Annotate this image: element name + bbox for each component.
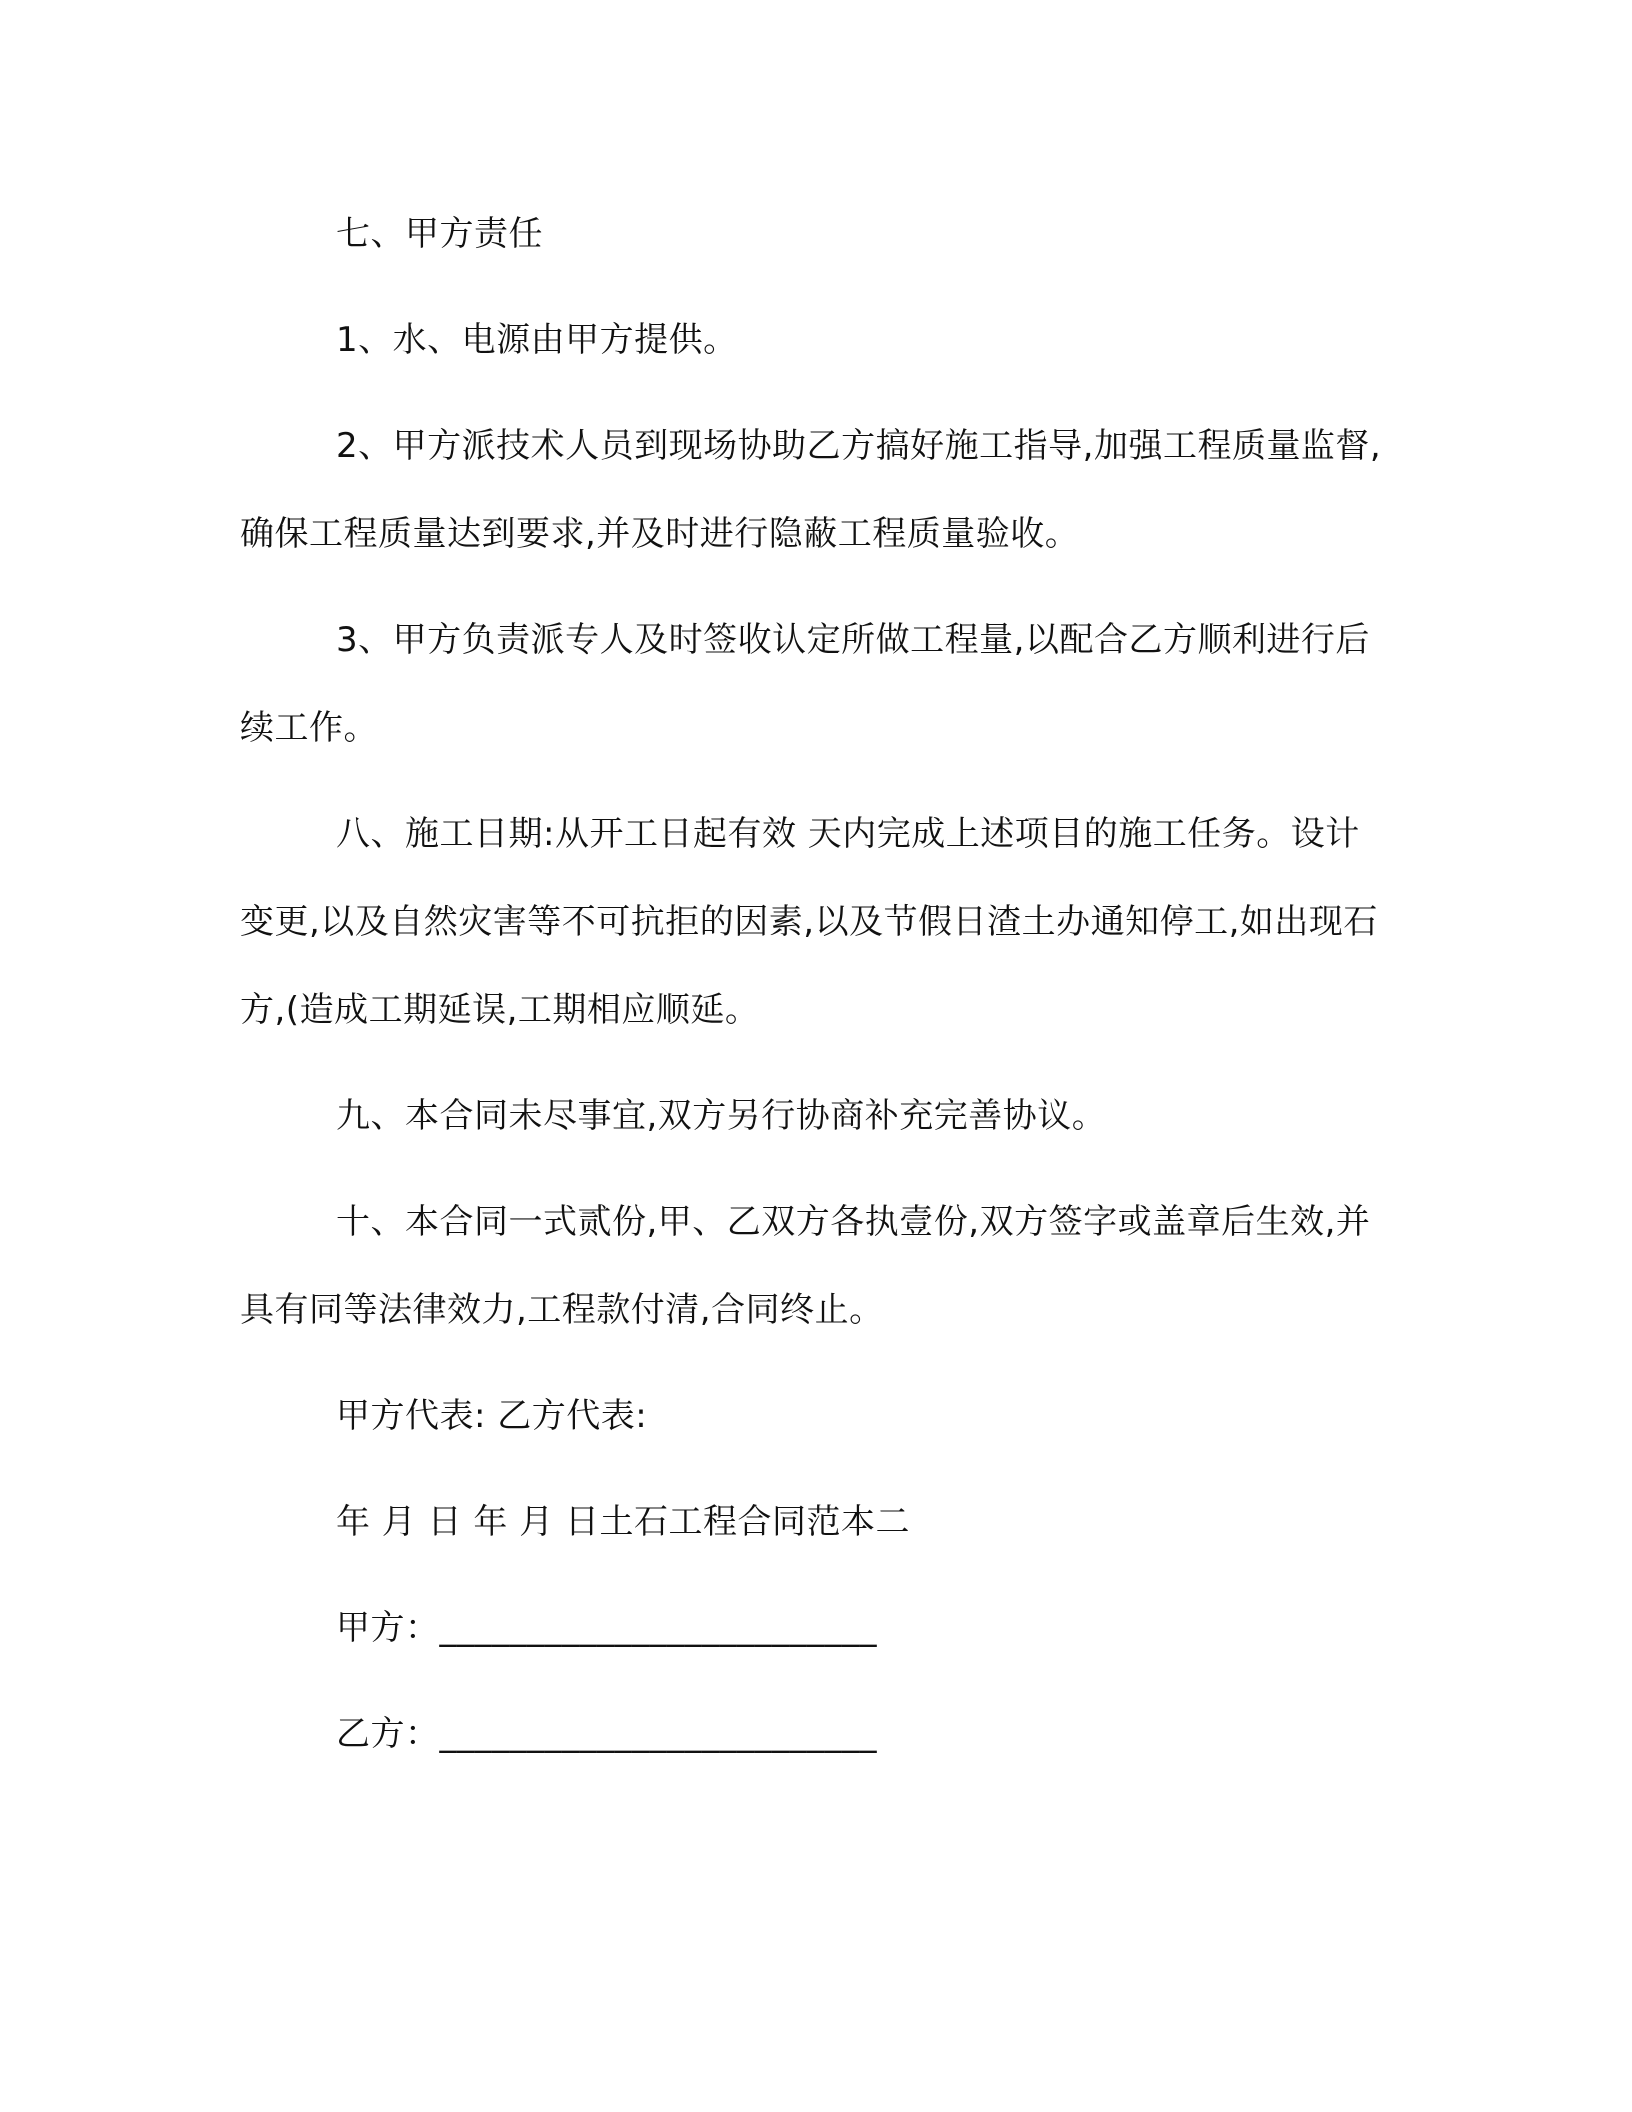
party-a-signature-line: 甲方：_________________________ — [336, 1608, 877, 1648]
date-and-title-line: 年 月 日 年 月 日土石工程合同范本二 — [336, 1502, 911, 1542]
document-body — [240, 190, 1392, 1778]
party-b-signature-line: 乙方：_________________________ — [336, 1714, 877, 1754]
representatives-line: 甲方代表: 乙方代表: — [336, 1396, 648, 1436]
clause-workload-acceptance: 3、甲方负责派专人及时签收认定所做工程量,以配合乙方顺利进行后续工作。 — [240, 620, 1370, 748]
clause-contract-copies: 十、本合同一式贰份,甲、乙双方各执壹份,双方签字或盖章后生效,并具有同等法律效力,工程款付清,合同终止。 — [240, 1202, 1371, 1330]
clause-technical-supervision: 2、甲方派技术人员到现场协助乙方搞好施工指导,加强工程质量监督,确保工程质量达到要求,并及时进行隐蔽工程质量验收。 — [240, 426, 1382, 554]
section-heading-party-a-responsibilities: 七、甲方责任 — [336, 214, 543, 254]
clause-water-electricity: 1、水、电源由甲方提供。 — [336, 320, 738, 360]
clause-construction-schedule: 八、施工日期:从开工日起有效 天内完成上述项目的施工任务。设计变更,以及自然灾害等不可抗拒的因素,以及节假日渣土办通知停工,如出现石方,(造成工期延误,工期相应顺延。 — [240, 814, 1378, 1030]
clause-unresolved-matters: 九、本合同未尽事宜,双方另行协商补充完善协议。 — [336, 1096, 1107, 1136]
